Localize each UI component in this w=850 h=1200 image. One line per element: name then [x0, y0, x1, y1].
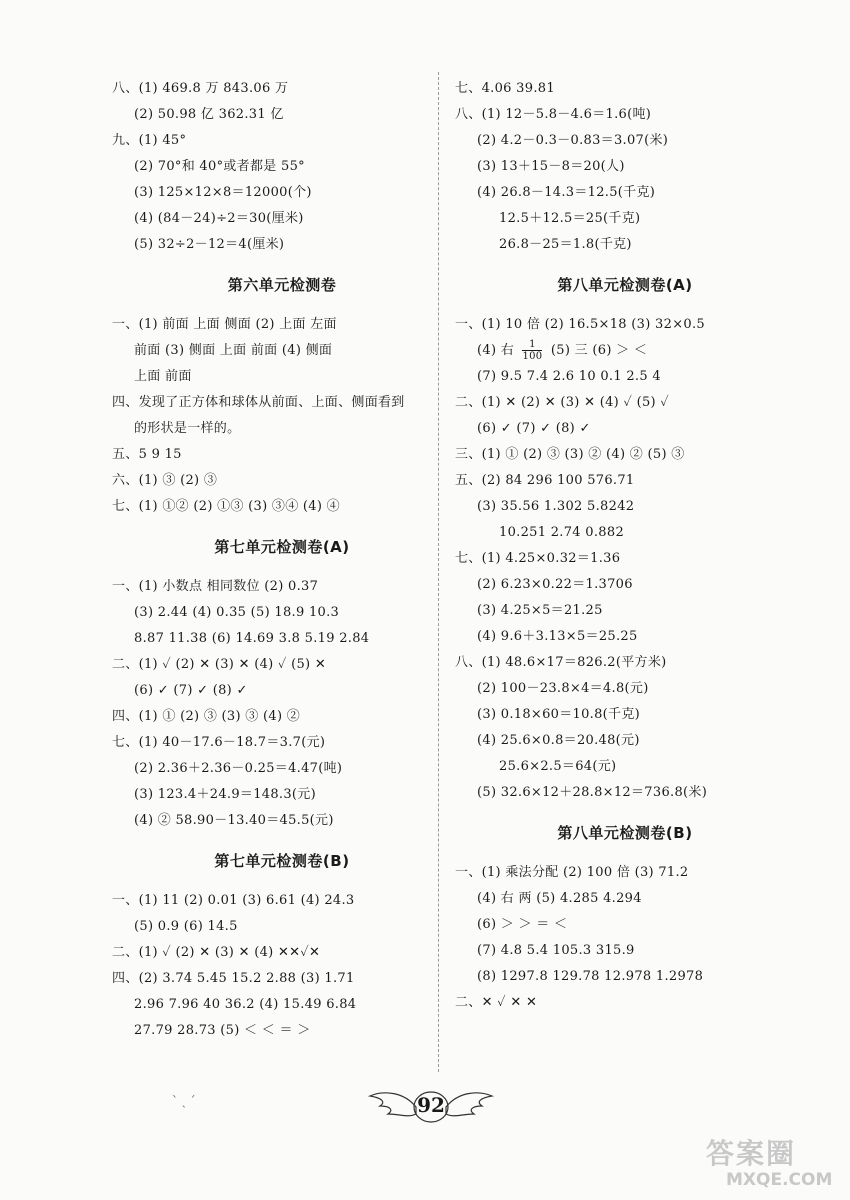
left-column [112, 76, 452, 1044]
answer-line: 七、(1) ①② (2) ①③ (3) ③④ (4) ④ [112, 499, 340, 514]
answer-line: 四、发现了正方体和球体从前面、上面、侧面看到 [112, 395, 405, 410]
answer-line: 八、(1) 48.6×17＝826.2(平方米) [455, 655, 667, 670]
pencil-mark-icon: ˋ ˎ ˊ [172, 1094, 196, 1108]
fraction-prefix: (4) 右 [477, 343, 515, 358]
answer-line: (6) ✓ (7) ✓ (8) ✓ [134, 683, 248, 698]
answer-line: (5) 0.9 (6) 14.5 [134, 919, 238, 934]
answer-line: 一、(1) 10 倍 (2) 16.5×18 (3) 32×0.5 [455, 317, 705, 332]
answer-line: 10.251 2.74 0.882 [499, 525, 625, 540]
answer-line: (6) ＞ ＞ ＝ ＜ [477, 917, 568, 932]
watermark-domain: MXQE.COM [726, 1170, 833, 1190]
answer-line: (4) 9.6＋3.13×5＝25.25 [477, 629, 638, 644]
answer-line: (3) 125×12×8＝12000(个) [134, 185, 312, 200]
answer-line: (4) (84－24)÷2＝30(厘米) [134, 211, 304, 226]
answer-line: (4) ② 58.90－13.40＝45.5(元) [134, 813, 334, 828]
answer-line: 二、(1) ✓ (2) ✕ (3) ✕ (4) ✓ (5) ✕ [112, 657, 327, 672]
answer-line: 八、(1) 12－5.8－4.6＝1.6(吨) [455, 107, 652, 122]
answer-line: (2) 6.23×0.22＝1.3706 [477, 577, 633, 592]
answer-line: 九、(1) 45° [112, 133, 187, 148]
answer-line: 六、(1) ③ (2) ③ [112, 473, 218, 488]
answer-line: (4) 26.8－14.3＝12.5(千克) [477, 185, 656, 200]
answer-line: 12.5＋12.5＝25(千克) [499, 211, 641, 226]
answer-line: (3) 13＋15－8＝20(人) [477, 159, 625, 174]
answer-line: (2) 100－23.8×4＝4.8(元) [477, 681, 649, 696]
right-column [455, 76, 795, 1016]
answer-line: 八、(1) 469.8 万 843.06 万 [112, 81, 289, 96]
section-heading: 第六单元检测卷 [227, 276, 337, 294]
fraction-answer-line [455, 338, 795, 364]
answer-line: (6) ✓ (7) ✓ (8) ✓ [477, 421, 591, 436]
answer-line: (7) 9.5 7.4 2.6 10 0.1 2.5 4 [477, 369, 661, 384]
answer-line: 七、4.06 39.81 [455, 81, 555, 96]
answer-line: 二、(1) ✓ (2) ✕ (3) ✕ (4) ✕✕✓✕ [112, 945, 321, 960]
section-heading: 第八单元检测卷(B) [557, 824, 693, 842]
answer-line: (3) 123.4＋24.9＝148.3(元) [134, 787, 316, 802]
answer-line: 8.87 11.38 (6) 14.69 3.8 5.19 2.84 [134, 631, 370, 646]
fraction [522, 339, 542, 362]
answer-line: (3) 4.25×5＝21.25 [477, 603, 603, 618]
answer-line: (3) 0.18×60＝10.8(千克) [477, 707, 641, 722]
answer-line: 四、(1) ① (2) ③ (3) ③ (4) ② [112, 709, 301, 724]
answer-line: 25.6×2.5＝64(元) [499, 759, 617, 774]
answer-line: 七、(1) 40－17.6－18.7＝3.7(元) [112, 735, 326, 750]
answer-line: 前面 (3) 侧面 上面 前面 (4) 侧面 [134, 343, 333, 358]
answer-line: (2) 2.36＋2.36－0.25＝4.47(吨) [134, 761, 343, 776]
watermark-title: 答案圈 [706, 1137, 797, 1170]
answer-line: (2) 70°和 40°或者都是 55° [134, 159, 305, 174]
answer-line: (3) 35.56 1.302 5.8242 [477, 499, 635, 514]
answer-line: 一、(1) 前面 上面 侧面 (2) 上面 左面 [112, 317, 337, 332]
answer-line: 一、(1) 乘法分配 (2) 100 倍 (3) 71.2 [455, 865, 689, 880]
fraction-suffix: (5) 三 (6) ＞ ＜ [550, 343, 648, 358]
answer-line: 一、(1) 小数点 相同数位 (2) 0.37 [112, 579, 319, 594]
answer-line: (5) 32.6×12＋28.8×12＝736.8(米) [477, 785, 708, 800]
right-column-top [455, 76, 795, 338]
answer-line: 五、5 9 15 [112, 447, 182, 462]
answer-line: 的形状是一样的。 [134, 421, 241, 436]
page-number: 92 [417, 1093, 445, 1117]
answer-line: (8) 1297.8 129.78 12.978 1.2978 [477, 969, 704, 984]
fraction-numerator: 1 [522, 339, 542, 351]
answer-line: (4) 25.6×0.8＝20.48(元) [477, 733, 640, 748]
site-watermark [706, 1138, 846, 1198]
answer-line: (3) 2.44 (4) 0.35 (5) 18.9 10.3 [134, 605, 340, 620]
fraction-denominator: 100 [522, 351, 543, 362]
answer-line: (4) 右 两 (5) 4.285 4.294 [477, 891, 642, 906]
section-heading: 第七单元检测卷(B) [214, 852, 350, 870]
answer-line: (2) 50.98 亿 362.31 亿 [134, 107, 284, 122]
answer-line: 二、✕ ✓ ✕ ✕ [455, 995, 538, 1010]
section-heading: 第八单元检测卷(A) [557, 276, 693, 294]
answer-line: 2.96 7.96 40 36.2 (4) 15.49 6.84 [134, 997, 357, 1012]
answer-line: 26.8－25＝1.8(千克) [499, 237, 632, 252]
answer-line: 三、(1) ① (2) ③ (3) ② (4) ② (5) ③ [455, 447, 685, 462]
answer-line: 二、(1) ✕ (2) ✕ (3) ✕ (4) ✓ (5) ✓ [455, 395, 670, 410]
answer-line: (7) 4.8 5.4 105.3 315.9 [477, 943, 635, 958]
answer-line: (5) 32÷2－12＝4(厘米) [134, 237, 285, 252]
answer-line: 27.79 28.73 (5) ＜ ＜ ＝ ＞ [134, 1023, 311, 1038]
answer-line: 七、(1) 4.25×0.32＝1.36 [455, 551, 621, 566]
answer-line: 五、(2) 84 296 100 576.71 [455, 473, 635, 488]
answer-line: 四、(2) 3.74 5.45 15.2 2.88 (3) 1.71 [112, 971, 355, 986]
section-heading: 第七单元检测卷(A) [214, 538, 350, 556]
answer-line: 上面 前面 [134, 369, 192, 384]
answer-line: (2) 4.2－0.3－0.83＝3.07(米) [477, 133, 669, 148]
page-number-badge [366, 1084, 496, 1130]
answer-line: 一、(1) 11 (2) 0.01 (3) 6.61 (4) 24.3 [112, 893, 355, 908]
right-column-bottom [455, 364, 795, 1016]
